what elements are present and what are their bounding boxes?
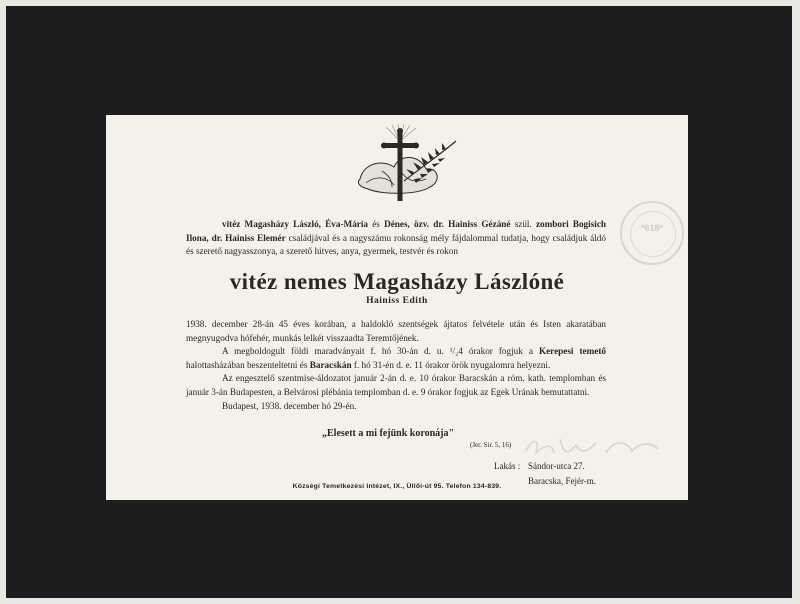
date-line: Budapest, 1938. december hó 29-én. [222, 400, 357, 411]
deceased-name: vitéz nemes Magasházy Lászlóné [229, 269, 565, 294]
announcement-paragraph [186, 218, 606, 259]
faded-postmark-stamp [620, 201, 684, 265]
motto-quote: „Elesett a mi fejünk koronája" [322, 428, 455, 439]
stamp-inner-ring [630, 211, 676, 257]
family-names-2: Dénes, özv. dr. Hainiss Gézáné [384, 219, 511, 229]
family-names-3: zombori Bogisich Ilona, dr. Hainiss Elemér [186, 219, 607, 243]
announcement-text-3: családjával és a nagyszámu rokonság mély fájdalommal tudatja, hogy családjuk áldó és szerető nagyasszonya, a szerető hitves, anya, gyermek, testvér és rokon [186, 232, 606, 257]
address-street: Sándor-utca 27. [528, 461, 585, 471]
announcement-text-2: szül. [510, 219, 536, 229]
stamp-number: *618* [640, 223, 664, 233]
funeral-paragraph [186, 345, 606, 372]
motto-reference: (Jer. Sir. 5, 16) [470, 441, 512, 449]
burial-place: Baracskán [309, 359, 352, 370]
death-notice-paragraph: 1938. december 28-án 45 éves korában, a haldokló szentségek ájtatos felvétele után és Isten akaratában megnyugodva hófehér, munkás lelkét visszaadta Teremtőjének. [186, 319, 606, 343]
address-label: Lakás : [494, 461, 521, 471]
obituary-body [186, 318, 606, 413]
mass-paragraph: Az engesztelő szentmise-áldozatot január 2-án d. e. 10 órakor Baracskán a róm. kath. templomban és január 3-án Budapesten, a Belvárosi plébánia templomban d. e. 9 órakor fogjuk az Egek Urának bemutattatni. [186, 373, 606, 397]
funeral-text-3: f. hó 31-én d. e. 11 órakor örök nyugalomra helyezni. [351, 359, 551, 370]
family-names-1: vitéz Magasházy László, Éva-Mária [222, 219, 369, 229]
address-town: Baracska, Fejér-m. [528, 476, 597, 486]
announcement-text-1: és [368, 219, 385, 229]
cross-with-palm-emblem [342, 123, 462, 203]
funeral-text-2: halottasházában beszenteltetni és [186, 359, 310, 370]
printer-footer: Községi Temetkezési Intézet, IX., Üllői-út 95. Telefon 134-839. [292, 483, 502, 490]
maiden-name: Hainiss Edith [366, 296, 428, 306]
cemetery-name: Kerepesi temető [538, 346, 606, 357]
funeral-text-1: A megboldogult földi maradványait f. hó 30-án d. u. ¹/₂4 órakor fogjuk a [222, 346, 539, 357]
obituary-card [106, 115, 688, 500]
